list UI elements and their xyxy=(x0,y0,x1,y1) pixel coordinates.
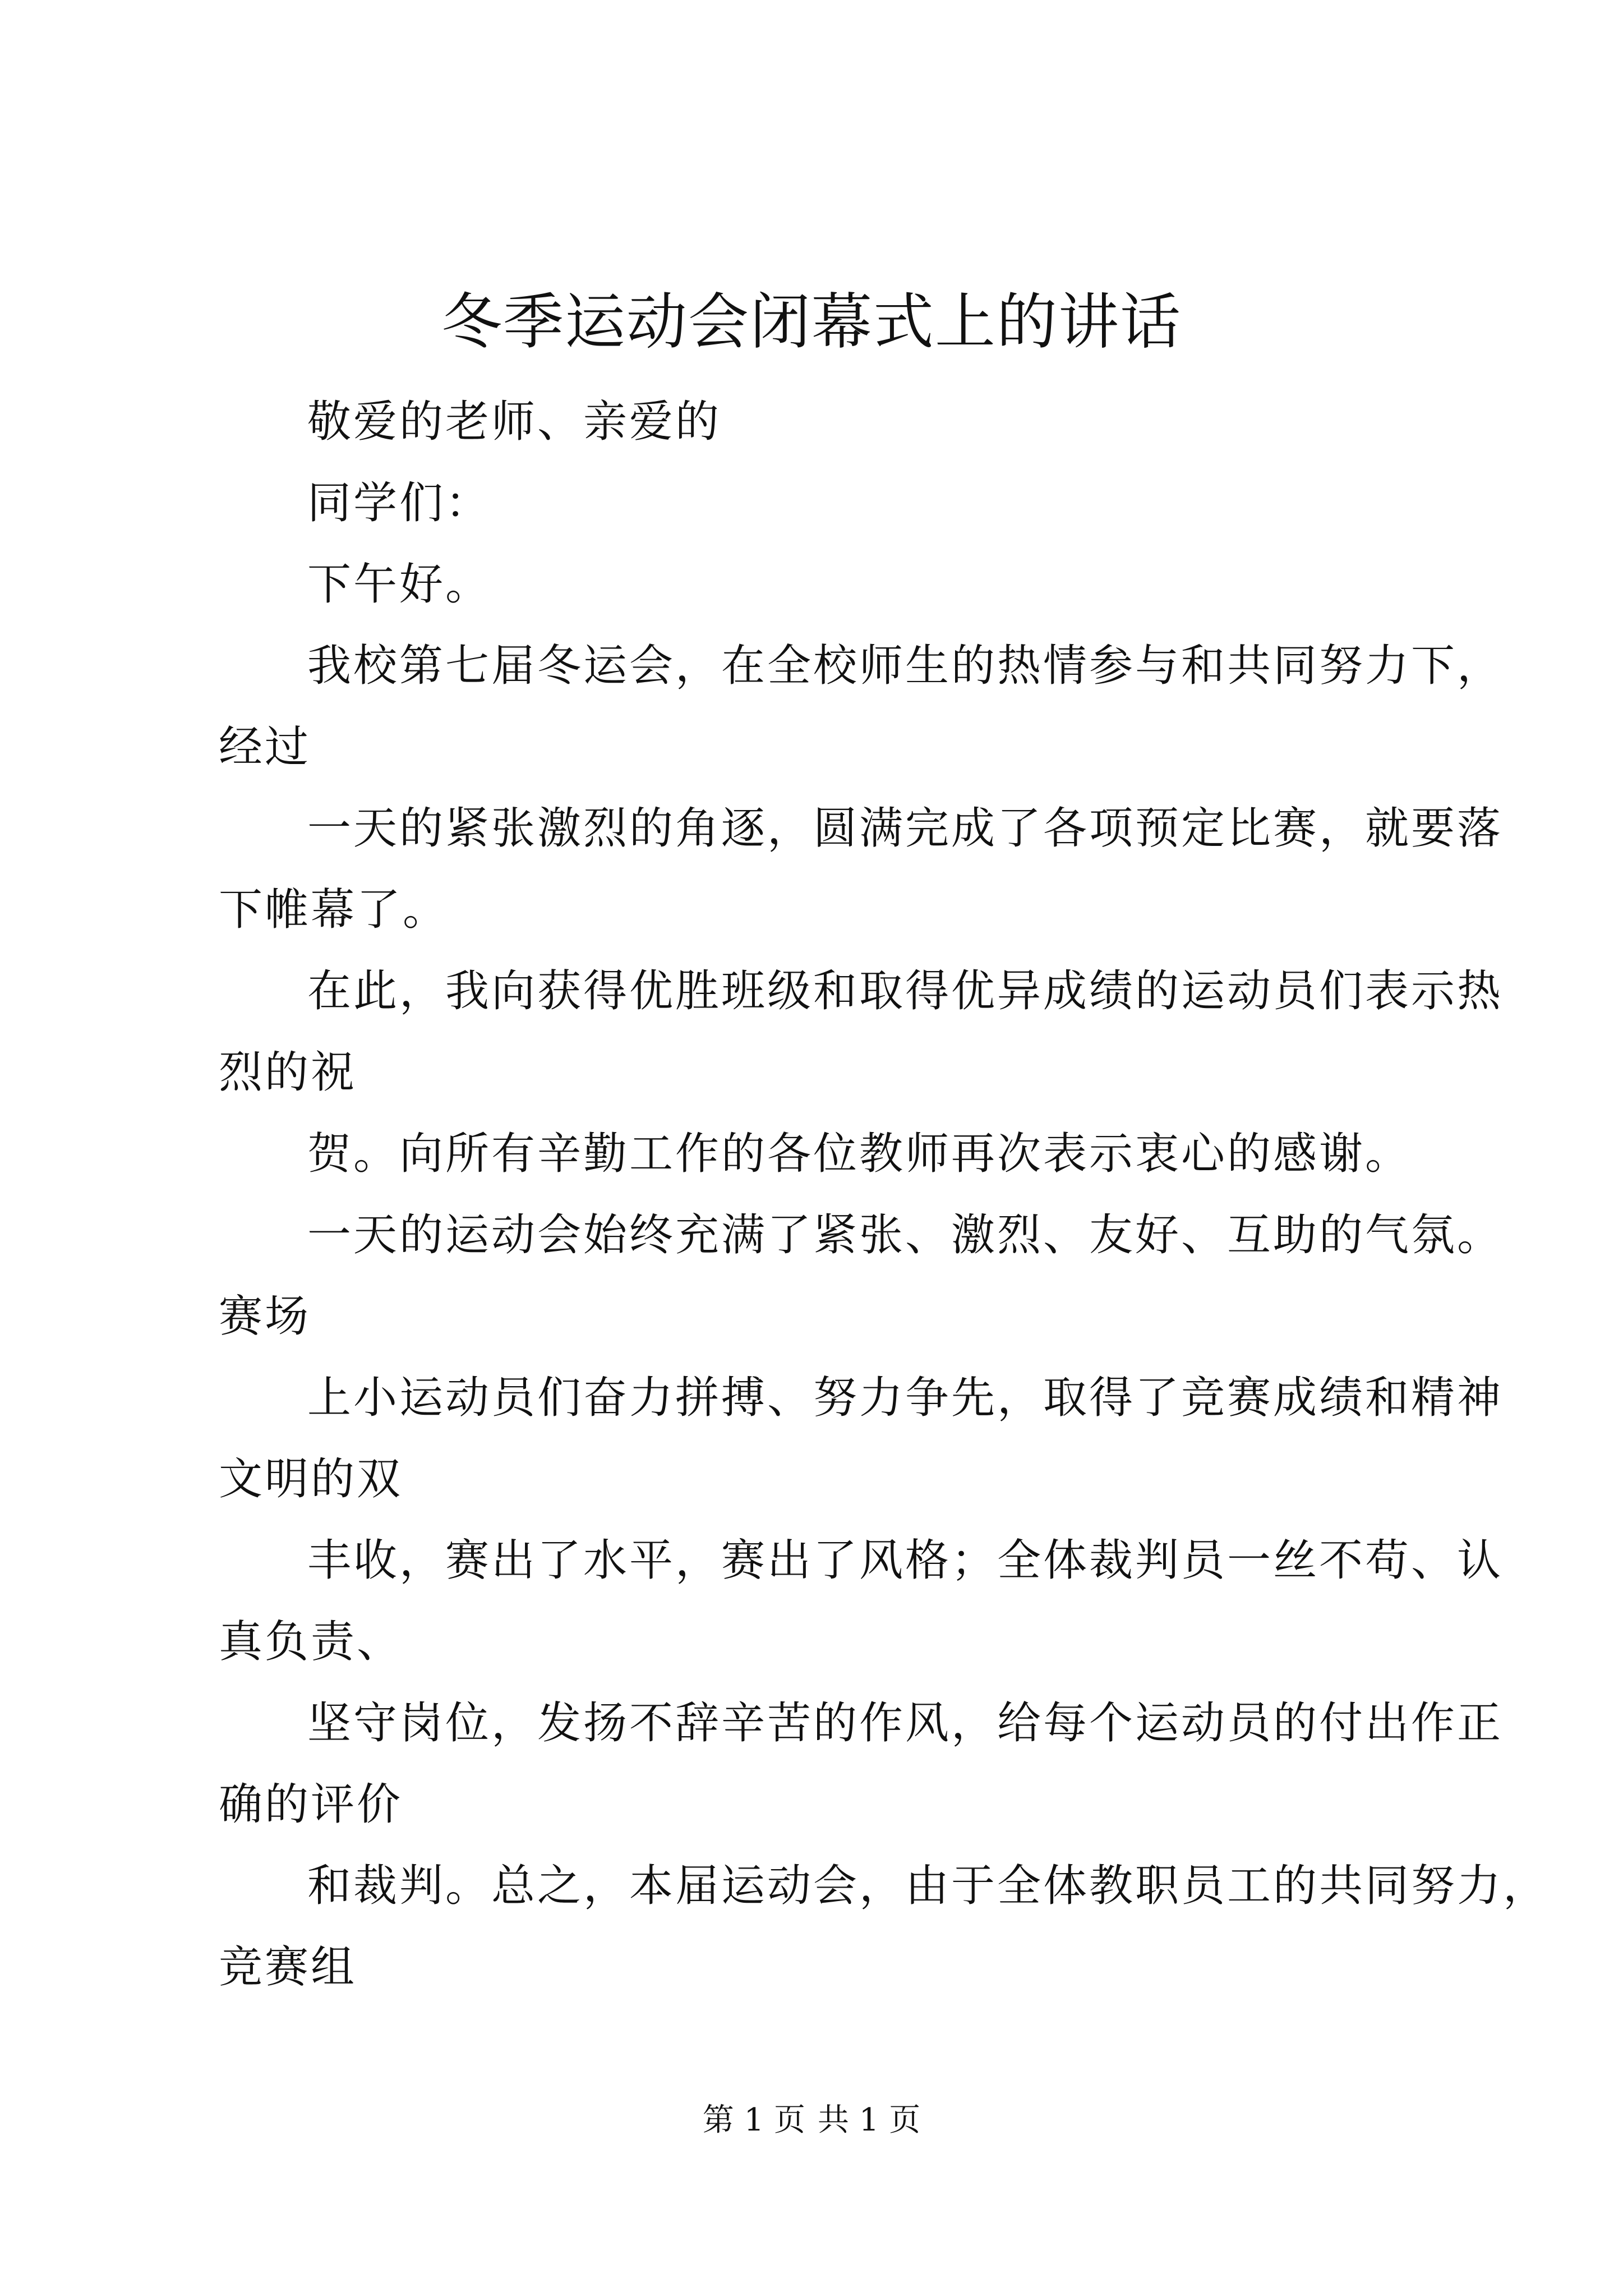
body-line: 真负责、 xyxy=(219,1617,403,1667)
body-line: 丰收，赛出了水平，赛出了风格；全体裁判员一丝不苟、认 xyxy=(307,1535,1504,1586)
body-line: 坚守岗位，发扬不辞辛苦的作风，给每个运动员的付出作正 xyxy=(307,1698,1504,1749)
body-line: 一天的运动会始终充满了紧张、激烈、友好、互助的气氛。 xyxy=(307,1210,1504,1260)
body-line: 和裁判。总之，本届运动会，由于全体教职员工的共同努力， xyxy=(307,1861,1550,1911)
body-line: 下午好。 xyxy=(307,559,492,610)
body-line: 确的评价 xyxy=(219,1779,403,1830)
page-footer xyxy=(0,2098,1623,2143)
body-line: 赛场 xyxy=(219,1291,311,1342)
body-line: 经过 xyxy=(219,722,311,772)
document-title: 冬季运动会闭幕式上的讲话 xyxy=(441,287,1182,357)
body-line: 上小运动员们奋力拼搏、努力争先，取得了竞赛成绩和精神 xyxy=(307,1373,1504,1423)
page-number: 第 1 页 xyxy=(702,2102,805,2138)
body-line: 烈的祝 xyxy=(219,1047,357,1098)
body-line: 敬爱的老师、亲爱的 xyxy=(307,397,722,447)
body-line: 一天的紧张激烈的角逐，圆满完成了各项预定比赛，就要落 xyxy=(307,803,1504,854)
body-line: 贺。向所有辛勤工作的各位教师再次表示衷心的感谢。 xyxy=(307,1129,1412,1179)
body-line: 竞赛组 xyxy=(219,1942,357,1993)
body-line: 同学们： xyxy=(307,478,492,528)
document-body xyxy=(219,381,1550,2008)
body-line: 在此，我向获得优胜班级和取得优异成绩的运动员们表示热 xyxy=(307,966,1504,1016)
body-line: 文明的双 xyxy=(219,1454,403,1504)
body-line: 我校第七届冬运会，在全校师生的热情参与和共同努力下， xyxy=(307,641,1504,691)
body-line: 下帷幕了。 xyxy=(219,885,449,935)
page-count: 共 1 页 xyxy=(818,2102,921,2138)
